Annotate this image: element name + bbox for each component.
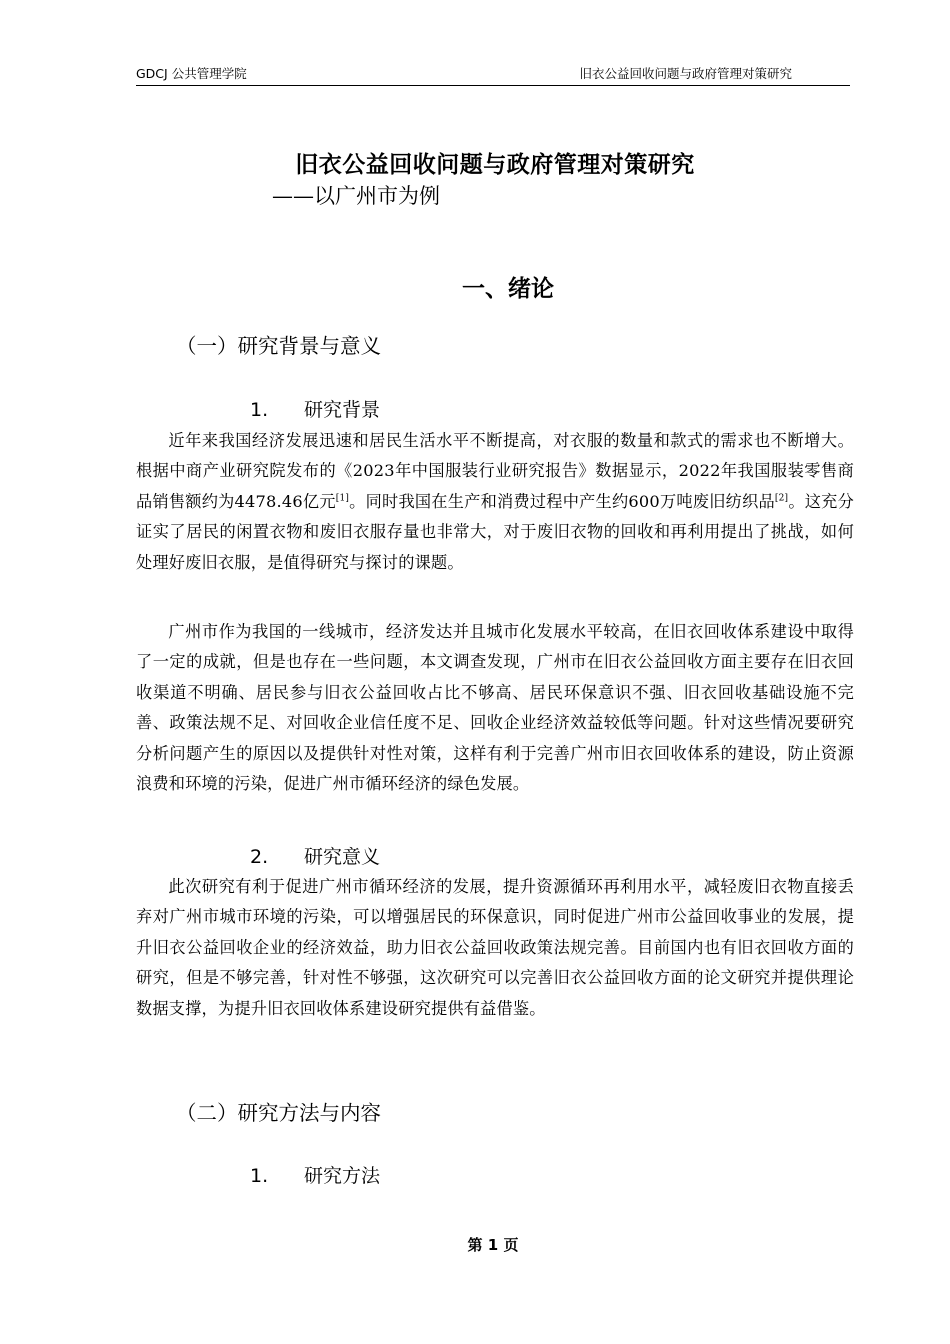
- page-suffix: 页: [503, 1236, 519, 1254]
- subsection-label: 研究意义: [304, 846, 381, 868]
- page-prefix: 第: [467, 1236, 483, 1254]
- citation-ref-2: [2]: [774, 493, 789, 504]
- section-heading-background: （一）研究背景与意义: [176, 334, 381, 358]
- subsection-number: 1.: [250, 399, 269, 421]
- paragraph-significance: 此次研究有利于促进广州市循环经济的发展，提升资源循环再利用水平，减轻废旧衣物直接丢弃对广州市城市环境的污染，可以增强居民的环保意识，同时促进广州市公益回收事业的发展，提升旧衣公益回收企业的经济效益，助力旧衣公益回收政策法规完善。目前国内也有旧衣回收方面的研究，但是不够完善，针对性不够强，这次研究可以完善旧衣公益回收方面的论文研究并提供理论数据支撑，为提升旧衣回收体系建设研究提供有益借鉴。: [136, 877, 854, 1018]
- subsection-heading-background: [250, 396, 380, 424]
- subsection-label: 研究背景: [304, 399, 381, 421]
- subsection-heading-methods: [250, 1162, 380, 1190]
- paragraph-background-1: [136, 426, 854, 578]
- subsection-label: 研究方法: [304, 1165, 381, 1187]
- subsection-heading-significance: [250, 843, 380, 871]
- header-divider: [136, 85, 850, 86]
- paragraph-text: 。这充分证实了居民的闲置衣物和废旧衣服存量也非常大，对于废旧衣物的回收和再利用提出了挑战，如何处理好废旧衣服，是值得研究与探讨的课题。: [136, 491, 854, 572]
- chapter-heading: 一、绪论: [462, 276, 554, 302]
- citation-ref-1: [1]: [335, 493, 350, 504]
- document-title: 旧衣公益回收问题与政府管理对策研究: [295, 152, 695, 178]
- header-right-text: 旧衣公益回收问题与政府管理对策研究: [579, 66, 792, 81]
- header-left-text: GDCJ 公共管理学院: [136, 66, 247, 81]
- document-subtitle: ——以广州市为例: [272, 184, 440, 208]
- page-number-value: 1: [487, 1236, 499, 1254]
- paragraph-background-2: 广州市作为我国的一线城市，经济发达并且城市化发展水平较高，在旧衣回收体系建设中取得了一定的成就，但是也存在一些问题，本文调查发现，广州市在旧衣公益回收方面主要存在旧衣回收渠道不明确、居民参与旧衣公益回收占比不够高、居民环保意识不强、旧衣回收基础设施不完善、政策法规不足、对回收企业信任度不足、回收企业经济效益较低等问题。针对这些情况要研究分析问题产生的原因以及提供针对性对策，这样有利于完善广州市旧衣回收体系的建设，防止资源浪费和环境的污染，促进广州市循环经济的绿色发展。: [136, 622, 854, 794]
- subsection-number: 1.: [250, 1165, 269, 1187]
- page-number: [0, 1235, 950, 1255]
- paragraph-text: 。同时我国在生产和消费过程中产生约600万吨废旧纺织品: [349, 491, 775, 511]
- section-heading-methods: （二）研究方法与内容: [176, 1101, 381, 1125]
- subsection-number: 2.: [250, 846, 269, 868]
- paragraph-text: 近年来我国经济发展迅速和居民生活水平不断提高，对衣服的数量和款式的需求也不断增大。根据中商产业研究院发布的《2023年中国服装行业研究报告》数据显示，2022年我国服装零售商品销售额约为4478.46亿元: [136, 431, 854, 511]
